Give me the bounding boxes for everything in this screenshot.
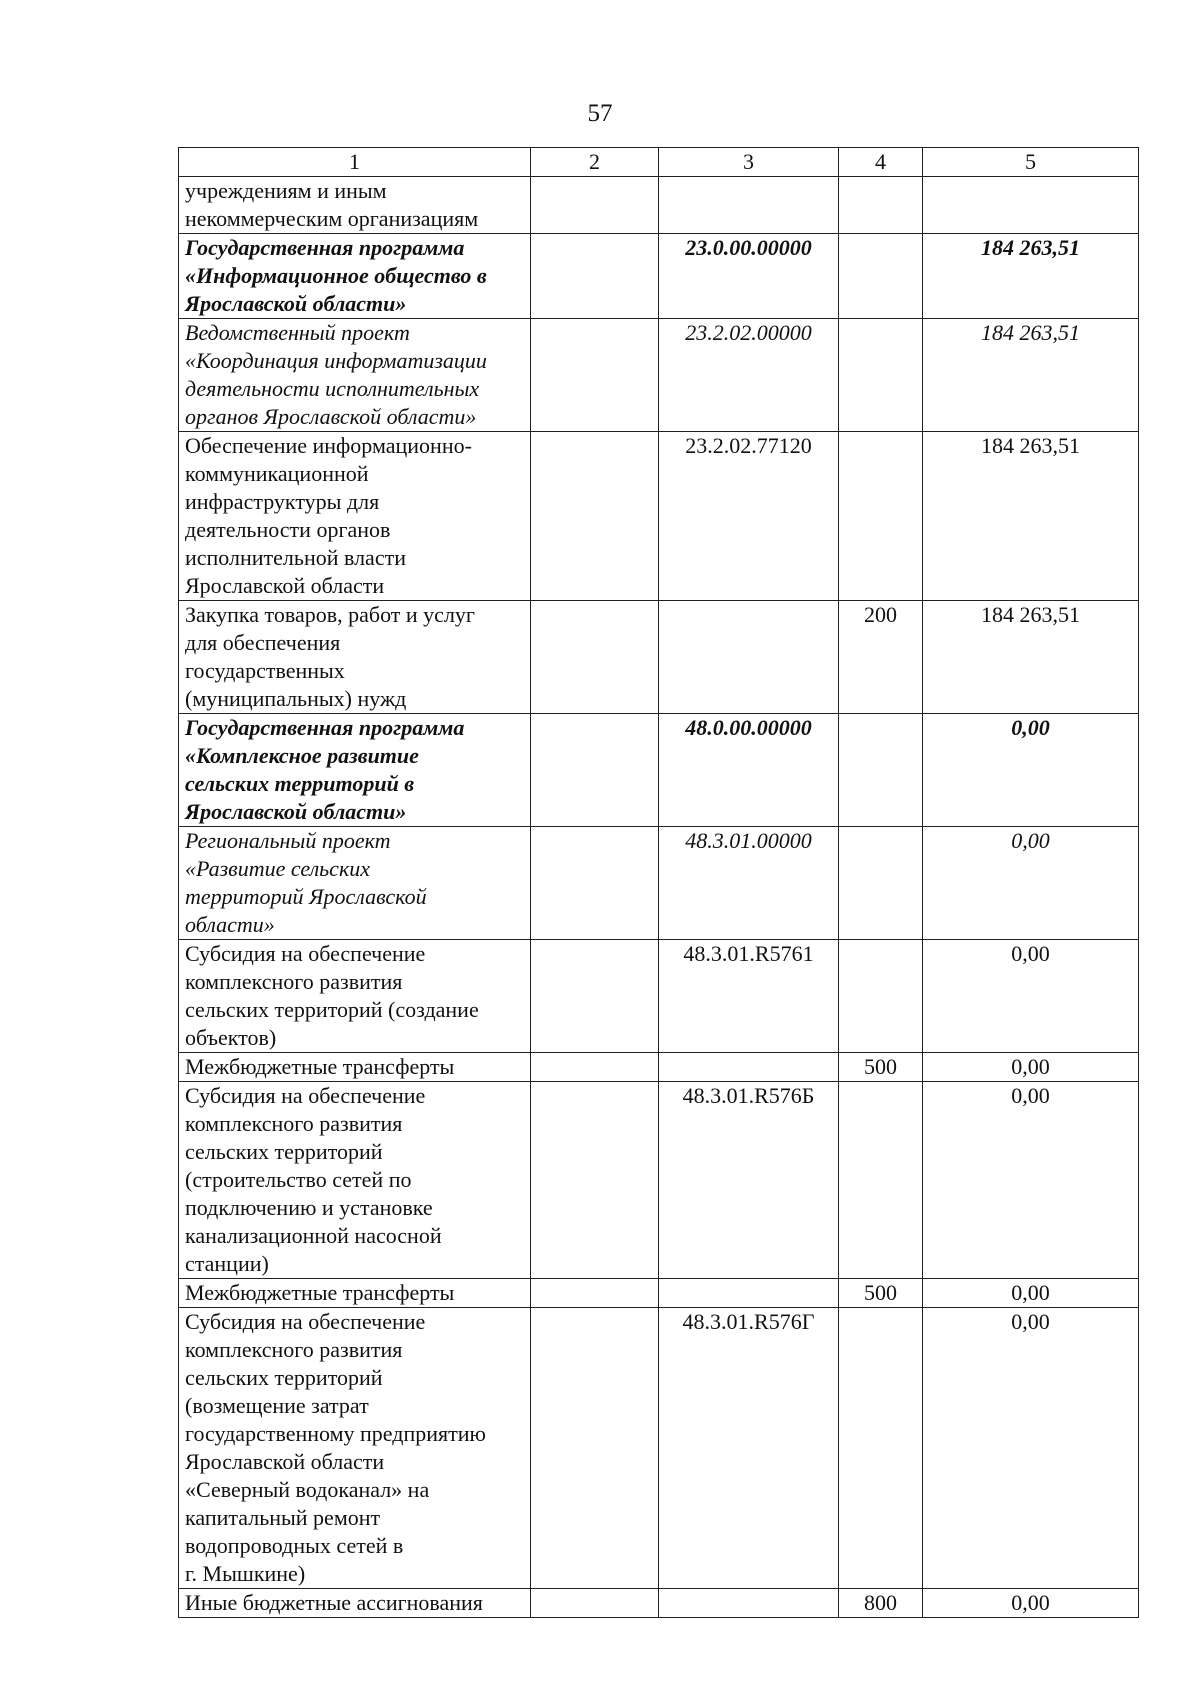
table-row: [179, 1279, 1139, 1308]
table-row: [179, 940, 1139, 1053]
row-code-cell: 48.3.01.R576Б: [659, 1082, 839, 1279]
table-row: [179, 432, 1139, 601]
row-amount-cell: 184 263,51: [923, 234, 1139, 319]
row-code-cell: 48.3.01.R5761: [659, 940, 839, 1053]
column-number-3: 3: [659, 148, 839, 177]
row-code-cell: [659, 177, 839, 234]
row-name-cell: Субсидия на обеспечение комплексного развития сельских территорий (строительство сетей по подключению и установке канализационной насосной станции): [179, 1082, 531, 1279]
row-code-cell: [659, 1279, 839, 1308]
table-row: [179, 319, 1139, 432]
column-number-1: 1: [179, 148, 531, 177]
row-amount-cell: [923, 177, 1139, 234]
row-col2-cell: [531, 1082, 659, 1279]
row-code-cell: 48.3.01.R576Г: [659, 1308, 839, 1589]
row-type-cell: [839, 1082, 923, 1279]
row-amount-cell: 0,00: [923, 1082, 1139, 1279]
row-amount-cell: 0,00: [923, 827, 1139, 940]
row-col2-cell: [531, 601, 659, 714]
row-name-cell: Ведомственный проект «Координация информатизации деятельности исполнительных органов Ярославской области»: [179, 319, 531, 432]
row-type-cell: 200: [839, 601, 923, 714]
row-name-cell: Субсидия на обеспечение комплексного развития сельских территорий (создание объектов): [179, 940, 531, 1053]
row-name-cell: Межбюджетные трансферты: [179, 1279, 531, 1308]
row-amount-cell: 0,00: [923, 1053, 1139, 1082]
row-code-cell: 23.0.00.00000: [659, 234, 839, 319]
table-row: [179, 827, 1139, 940]
row-type-cell: [839, 177, 923, 234]
row-col2-cell: [531, 714, 659, 827]
row-col2-cell: [531, 234, 659, 319]
row-col2-cell: [531, 1589, 659, 1618]
table-row: [179, 601, 1139, 714]
table-row: [179, 234, 1139, 319]
row-code-cell: 48.0.00.00000: [659, 714, 839, 827]
row-amount-cell: 0,00: [923, 1589, 1139, 1618]
row-col2-cell: [531, 1053, 659, 1082]
table-row: [179, 714, 1139, 827]
row-code-cell: [659, 601, 839, 714]
row-name-cell: Иные бюджетные ассигнования: [179, 1589, 531, 1618]
row-type-cell: [839, 1308, 923, 1589]
column-number-2: 2: [531, 148, 659, 177]
table-row: [179, 1082, 1139, 1279]
budget-table-body: [179, 148, 1139, 1618]
row-amount-cell: 184 263,51: [923, 319, 1139, 432]
row-name-cell: Региональный проект «Развитие сельских территорий Ярославской области»: [179, 827, 531, 940]
row-name-cell: учреждениям и иным некоммерческим организациям: [179, 177, 531, 234]
column-numbers-row: [179, 148, 1139, 177]
row-name-cell: Закупка товаров, работ и услуг для обеспечения государственных (муниципальных) нужд: [179, 601, 531, 714]
row-code-cell: 48.3.01.00000: [659, 827, 839, 940]
table-row: [179, 1308, 1139, 1589]
row-col2-cell: [531, 432, 659, 601]
row-type-cell: 500: [839, 1053, 923, 1082]
row-col2-cell: [531, 1279, 659, 1308]
table-row: [179, 1053, 1139, 1082]
page-number: 57: [587, 100, 613, 127]
row-col2-cell: [531, 177, 659, 234]
row-code-cell: 23.2.02.77120: [659, 432, 839, 601]
row-amount-cell: 0,00: [923, 1279, 1139, 1308]
row-type-cell: [839, 432, 923, 601]
row-col2-cell: [531, 1308, 659, 1589]
table-row: [179, 1589, 1139, 1618]
column-number-4: 4: [839, 148, 923, 177]
budget-table: [178, 147, 1139, 1618]
row-type-cell: 800: [839, 1589, 923, 1618]
row-col2-cell: [531, 827, 659, 940]
row-name-cell: Субсидия на обеспечение комплексного развития сельских территорий (возмещение затрат государственному предприятию Ярославской области «Северный водоканал» на капитальный ремонт водопроводных сетей в г. Мышкине): [179, 1308, 531, 1589]
row-type-cell: [839, 940, 923, 1053]
row-amount-cell: 184 263,51: [923, 432, 1139, 601]
row-type-cell: [839, 234, 923, 319]
row-col2-cell: [531, 319, 659, 432]
row-type-cell: 500: [839, 1279, 923, 1308]
row-col2-cell: [531, 940, 659, 1053]
row-name-cell: Государственная программа «Информационное общество в Ярославской области»: [179, 234, 531, 319]
table-row: [179, 177, 1139, 234]
row-name-cell: Обеспечение информационно- коммуникационной инфраструктуры для деятельности органов исполнительной власти Ярославской области: [179, 432, 531, 601]
row-code-cell: [659, 1053, 839, 1082]
row-amount-cell: 184 263,51: [923, 601, 1139, 714]
row-type-cell: [839, 319, 923, 432]
row-amount-cell: 0,00: [923, 1308, 1139, 1589]
row-type-cell: [839, 827, 923, 940]
row-code-cell: 23.2.02.00000: [659, 319, 839, 432]
row-name-cell: Государственная программа «Комплексное развитие сельских территорий в Ярославской области»: [179, 714, 531, 827]
row-amount-cell: 0,00: [923, 940, 1139, 1053]
column-number-5: 5: [923, 148, 1139, 177]
row-code-cell: [659, 1589, 839, 1618]
row-name-cell: Межбюджетные трансферты: [179, 1053, 531, 1082]
row-type-cell: [839, 714, 923, 827]
row-amount-cell: 0,00: [923, 714, 1139, 827]
